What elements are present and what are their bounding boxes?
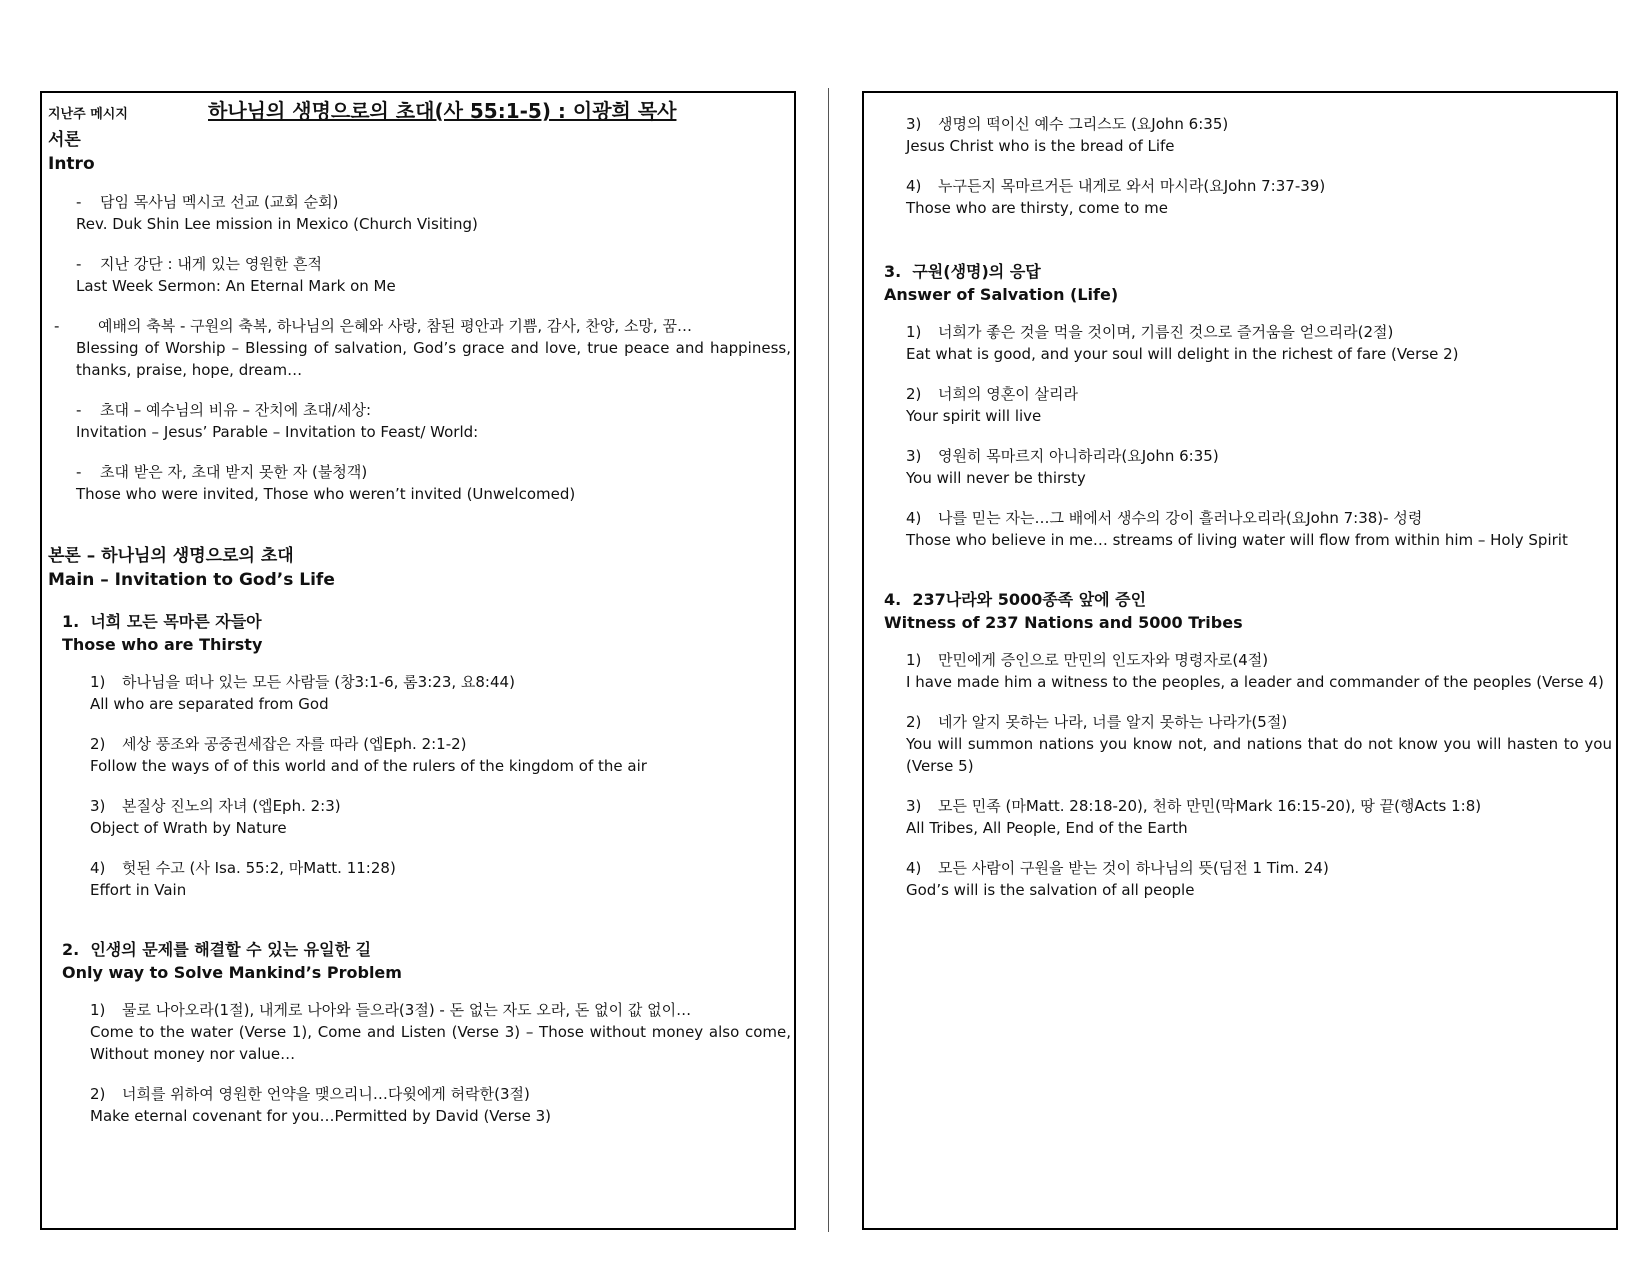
section-2-item: 3) 생명의 떡이신 예수 그리스도 (요John 6:35) Jesus Christ who is the bread of Life	[906, 115, 1229, 155]
section-2-item: 1) 물로 나아오라(1절), 내게로 나아와 들으라(3절) - 돈 없는 자도 오라, 돈 없이 값 없이… Come to the water (Verse 1), Come and Listen (Verse 3) – Those without money also come, Without money nor value…	[90, 1001, 791, 1063]
intro-heading-ko: 서론	[48, 130, 81, 150]
section-3-item: 3) 영원히 목마르지 아니하리라(요John 6:35) You will never be thirsty	[906, 447, 1219, 487]
section-1-item: 3) 본질상 진노의 자녀 (엡Eph. 2:3) Object of Wrath by Nature	[90, 797, 341, 837]
section-3-item: 1) 너희가 좋은 것을 먹을 것이며, 기름진 것으로 즐거움을 얻으리라(2절) Eat what is good, and your soul will delight in the richest of fare (Verse 2)	[906, 323, 1459, 363]
main-heading-ko: 본론 – 하나님의 생명으로의 초대	[48, 546, 294, 566]
section-4-item: 2) 네가 알지 못하는 나라, 너를 알지 못하는 나라가(5절) You will summon nations you know not, and nations that do not know you will hasten to you (Verse 5)	[906, 713, 1612, 775]
section-4-item: 4) 모든 사람이 구원을 받는 것이 하나님의 뜻(딤전 1 Tim. 24) God’s will is the salvation of all people	[906, 859, 1329, 899]
section-2-heading-ko: 2. 인생의 문제를 해결할 수 있는 유일한 길	[62, 940, 372, 959]
section-4-item: 1) 만민에게 증인으로 만민의 인도자와 명령자로(4절) I have made him a witness to the peoples, a leader and commander of the peoples (Verse 4)	[906, 651, 1604, 691]
section-4-item: 3) 모든 민족 (마Matt. 28:18-20), 천하 만민(막Mark 16:15-20), 땅 끝(행Acts 1:8) All Tribes, All People, End of the Earth	[906, 797, 1482, 837]
section-3-heading-ko: 3. 구원(생명)의 응답	[884, 262, 1041, 281]
section-1-item: 2) 세상 풍조와 공중권세잡은 자를 따라 (엡Eph. 2:1-2) Follow the ways of of this world and of the rulers of the kingdom of the air	[90, 735, 647, 775]
main-heading-en: Main – Invitation to God’s Life	[48, 570, 335, 590]
section-3-item: 2) 너희의 영혼이 살리라 Your spirit will live	[906, 385, 1078, 425]
intro-item: - 초대 – 예수님의 비유 – 잔치에 초대/세상: Invitation – Jesus’ Parable – Invitation to Feast/ World:	[76, 401, 479, 441]
section-1-heading-ko: 1. 너희 모든 목마른 자들아	[62, 612, 262, 631]
sermon-title: 하나님의 생명으로의 초대(사 55:1-5) : 이광희 목사	[208, 99, 677, 123]
intro-item: - 초대 받은 자, 초대 받지 못한 자 (불청객) Those who were invited, Those who weren’t invited (Unwelcomed)	[76, 463, 576, 503]
intro-item: - 담임 목사님 멕시코 선교 (교회 순회) Rev. Duk Shin Lee mission in Mexico (Church Visiting)	[76, 193, 478, 233]
header-label: 지난주 메시지	[48, 107, 128, 122]
header-row	[48, 93, 791, 127]
intro-item: - 예배의 축복 - 구원의 축복, 하나님의 은혜와 사랑, 참된 평안과 기쁨, 감사, 찬양, 소망, 꿈… Blessing of Worship – Blessing of salvation, God’s grace and love, true peace and happiness, thanks, praise, hope, dream…	[54, 317, 791, 379]
intro-heading-en: Intro	[48, 154, 95, 174]
intro-item: - 지난 강단 : 내게 있는 영원한 흔적 Last Week Sermon: An Eternal Mark on Me	[76, 255, 396, 295]
section-1-item: 4) 헛된 수고 (사 Isa. 55:2, 마Matt. 11:28) Effort in Vain	[90, 859, 396, 899]
section-1-heading-en: Those who are Thirsty	[62, 635, 263, 654]
section-2-item: 4) 누구든지 목마르거든 내게로 와서 마시라(요John 7:37-39) Those who are thirsty, come to me	[906, 177, 1326, 217]
column-divider	[828, 88, 829, 1232]
left-column	[40, 91, 796, 1230]
right-column	[862, 91, 1618, 1230]
section-4-heading-en: Witness of 237 Nations and 5000 Tribes	[884, 613, 1243, 632]
section-3-heading-en: Answer of Salvation (Life)	[884, 285, 1119, 304]
section-2-item: 2) 너희를 위하여 영원한 언약을 맺으리니…다윗에게 허락한(3절) Make eternal covenant for you…Permitted by David (Verse 3)	[90, 1085, 551, 1125]
section-1-item: 1) 하나님을 떠나 있는 모든 사람들 (창3:1-6, 롬3:23, 요8:44) All who are separated from God	[90, 673, 515, 713]
section-2-heading-en: Only way to Solve Mankind’s Problem	[62, 963, 402, 982]
section-4-heading-ko: 4. 237나라와 5000종족 앞에 증인	[884, 590, 1147, 609]
section-3-item: 4) 나를 믿는 자는…그 배에서 생수의 강이 흘러나오리라(요John 7:38)- 성령 Those who believe in me… streams of living water will flow from within him – Holy Spirit	[906, 509, 1568, 549]
